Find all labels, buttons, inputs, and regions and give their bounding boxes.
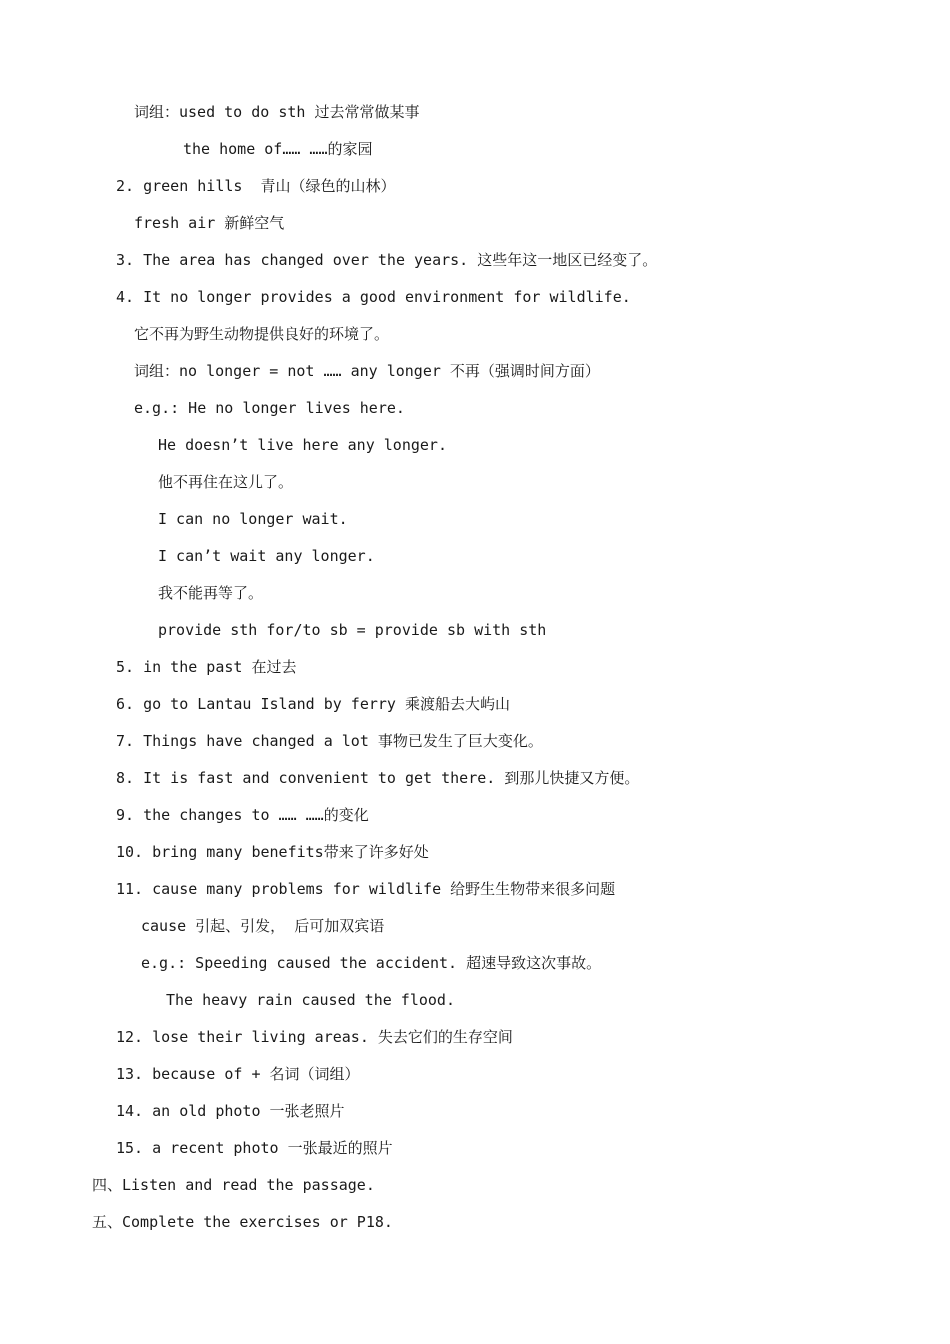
item-4-no-longer: 4. It no longer provides a good environment for wildlife. [116,288,631,306]
item-5-in-the-past: 5. in the past 在过去 [116,658,297,676]
example-no-longer-lives: e.g.: He no longer lives here. [134,399,405,417]
example-no-longer-wait: I can no longer wait. [158,510,348,528]
example-cant-wait: I can’t wait any longer. [158,547,375,565]
item-7-things-changed: 7. Things have changed a lot 事物已发生了巨大变化。 [116,732,543,750]
cause-note: cause 引起、引发， 后可加双宾语 [141,917,385,935]
item-12-living-areas: 12. lose their living areas. 失去它们的生存空间 [116,1028,513,1046]
phrase-line-no-longer: 词组：no longer = not …… any longer 不再（强调时间方面） [134,362,600,380]
item-2-green-hills: 2. green hills 青山（绿色的山林） [116,177,396,195]
provide-phrase: provide sth for/to sb = provide sb with sth [158,621,547,639]
section-4-listen-read: 四、Listen and read the passage. [92,1176,375,1194]
example-doesnt-live: He doesn’t live here any longer. [158,436,447,454]
fresh-air-line: fresh air 新鲜空气 [134,214,285,232]
item-10-benefits: 10. bring many benefits带来了许多好处 [116,843,429,861]
item-4-translation: 它不再为野生动物提供良好的环境了。 [134,325,390,343]
item-9-changes-to: 9. the changes to …… ……的变化 [116,806,369,824]
example-translation-1: 他不再住在这儿了。 [158,473,294,491]
item-11-cause-problems: 11. cause many problems for wildlife 给野生生物带来很多问题 [116,880,616,898]
example-speeding: e.g.: Speeding caused the accident. 超速导致这次事故。 [141,954,602,972]
item-15-recent-photo: 15. a recent photo 一张最近的照片 [116,1139,393,1157]
section-5-exercises: 五、Complete the exercises or P18. [92,1213,393,1231]
example-heavy-rain: The heavy rain caused the flood. [166,991,455,1009]
item-3-area-changed: 3. The area has changed over the years. 这些年这一地区已经变了。 [116,251,658,269]
item-6-lantau-ferry: 6. go to Lantau Island by ferry 乘渡船去大屿山 [116,695,510,713]
item-8-fast-convenient: 8. It is fast and convenient to get there. 到那儿快捷又方便。 [116,769,640,787]
phrase-line-used-to: 词组：used to do sth 过去常常做某事 [134,103,420,121]
phrase-line-home-of: the home of…… ……的家园 [183,140,373,158]
example-translation-2: 我不能再等了。 [158,584,264,602]
item-14-old-photo: 14. an old photo 一张老照片 [116,1102,345,1120]
item-13-because-of: 13. because of + 名词（词组） [116,1065,360,1083]
